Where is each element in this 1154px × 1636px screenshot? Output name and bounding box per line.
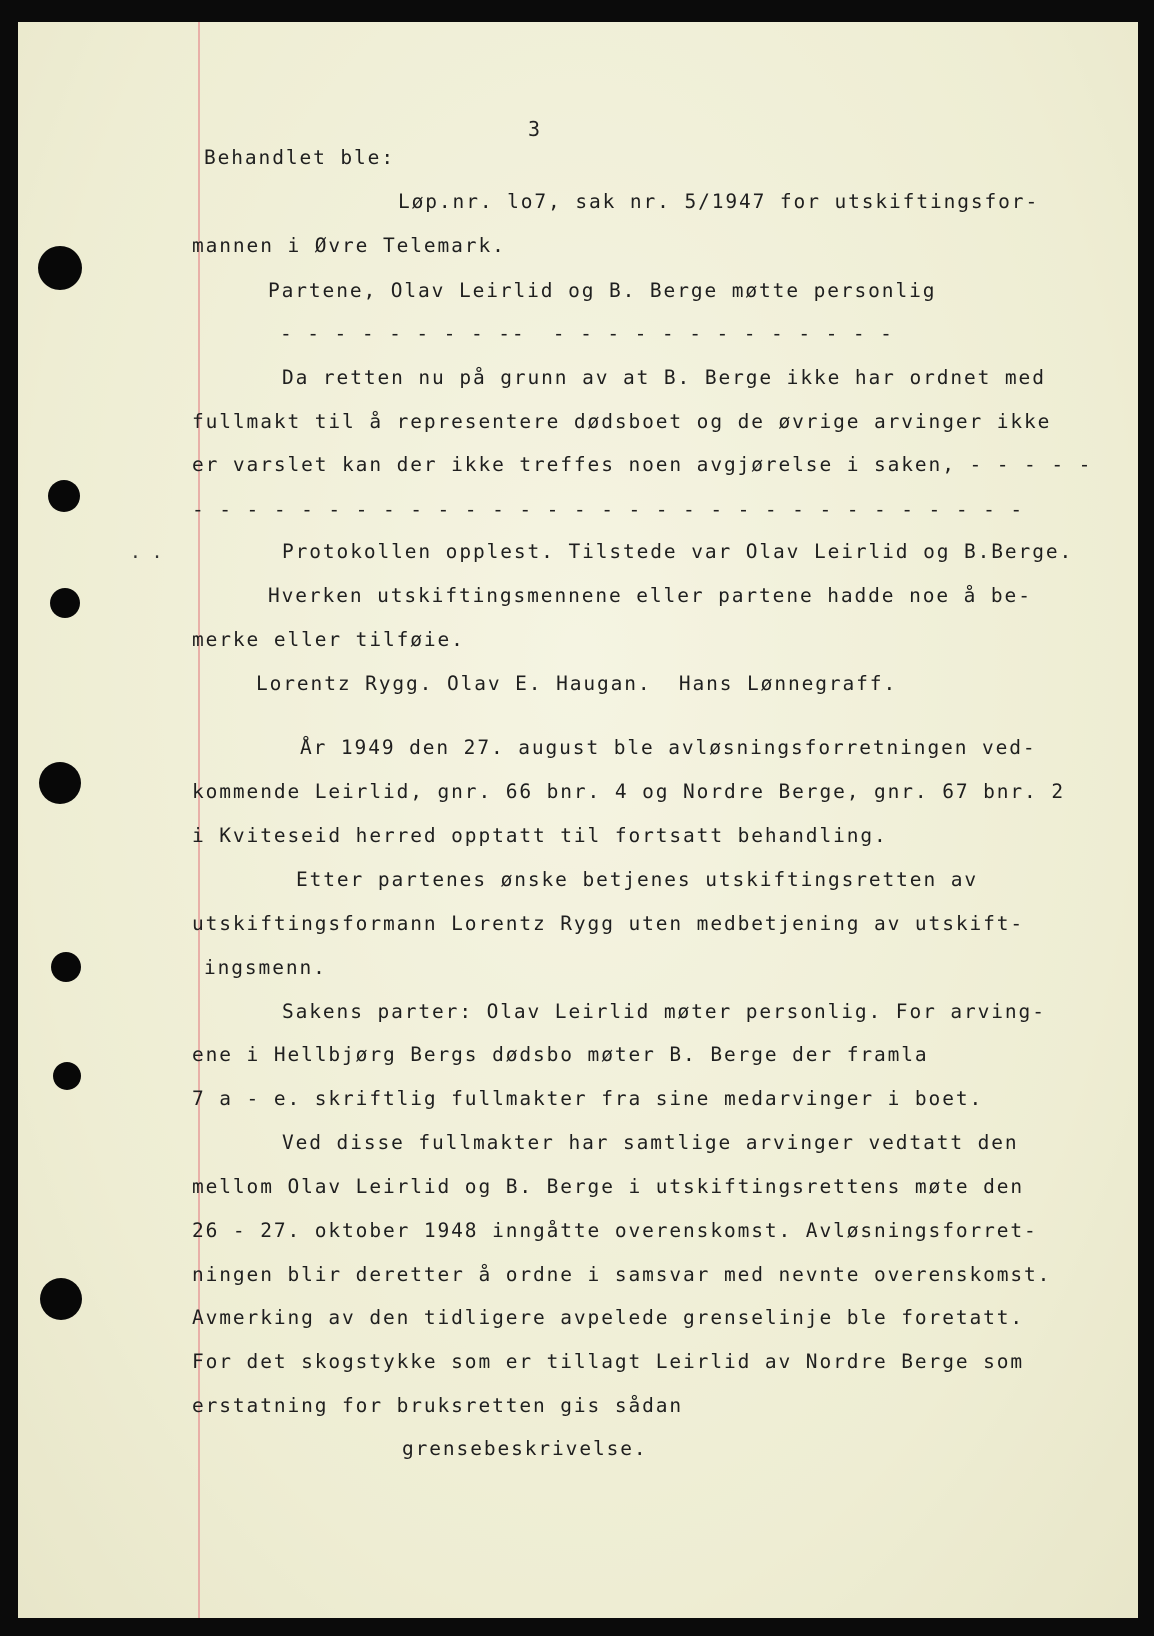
text-line: grensebeskrivelse. (402, 1437, 648, 1460)
text-line: 26 - 27. oktober 1948 inngåtte overenskomst. Avløsningsforret- (192, 1219, 1038, 1242)
binder-hole (39, 762, 81, 804)
text-line: merke eller tilføie. (192, 628, 465, 651)
text-line: Partene, Olav Leirlid og B. Berge møtte personlig (268, 279, 937, 302)
document-page (18, 22, 1138, 1618)
text-line: Ved disse fullmakter har samtlige arvinger vedtatt den (282, 1131, 1019, 1154)
text-line: Da retten nu på grunn av at B. Berge ikke har ordnet med (282, 366, 1046, 389)
text-line: kommende Leirlid, gnr. 66 bnr. 4 og Nordre Berge, gnr. 67 bnr. 2 (192, 780, 1065, 803)
text-line: For det skogstykke som er tillagt Leirlid av Nordre Berge som (192, 1350, 1025, 1373)
text-line: erstatning for bruksretten gis sådan (192, 1394, 684, 1417)
text-line: ningen blir deretter å ordne i samsvar med nevnte overenskomst. (192, 1263, 1052, 1286)
text-line: Etter partenes ønske betjenes utskiftingsretten av (296, 868, 978, 891)
text-line: Behandlet ble: (204, 146, 395, 169)
text-line: Avmerking av den tidligere avpelede grenselinje ble foretatt. (192, 1306, 1025, 1329)
text-line: Sakens parter: Olav Leirlid møter personlig. For arving- (282, 1000, 1046, 1023)
text-line: mellom Olav Leirlid og B. Berge i utskiftingsrettens møte den (192, 1175, 1025, 1198)
text-line: ene i Hellbjørg Bergs dødsbo møter B. Berge der framla (192, 1043, 929, 1066)
text-line: År 1949 den 27. august ble avløsningsforretningen ved- (300, 736, 1037, 759)
text-line: i Kviteseid herred opptatt til fortsatt behandling. (192, 824, 888, 847)
text-line: - - - - - - - - - - - - - - - - - - - - - - - - - - - - - - - (192, 498, 1025, 521)
text-line: Hverken utskiftingsmennene eller partene hadde noe å be- (268, 584, 1032, 607)
text-line: fullmakt til å representere dødsboet og de øvrige arvinger ikke (192, 410, 1052, 433)
text-line: Løp.nr. lo7, sak nr. 5/1947 for utskiftingsfor- (398, 190, 1040, 213)
binder-hole (50, 588, 80, 618)
margin-line (198, 22, 200, 1618)
page-number: 3 (528, 117, 541, 141)
text-line: utskiftingsformann Lorentz Rygg uten medbetjening av utskift- (192, 912, 1025, 935)
text-line: er varslet kan der ikke treffes noen avgjørelse i saken, - - - - - (192, 453, 1093, 476)
binder-hole (40, 1278, 82, 1320)
text-line: Protokollen opplest. Tilstede var Olav Leirlid og B.Berge. (282, 540, 1074, 563)
binder-hole (51, 952, 81, 982)
binder-hole (53, 1062, 81, 1090)
text-line: mannen i Øvre Telemark. (192, 234, 506, 257)
text-line: - - - - - - - - -- - - - - - - - - - - - - - (280, 322, 894, 345)
binder-hole (48, 480, 80, 512)
binder-hole (38, 246, 82, 290)
speck-mark: . . (130, 542, 163, 563)
text-line: ingsmenn. (204, 956, 327, 979)
signature-line: Lorentz Rygg. Olav E. Haugan. Hans Lønnegraff. (256, 672, 898, 695)
text-line: 7 a - e. skriftlig fullmakter fra sine medarvinger i boet. (192, 1087, 984, 1110)
